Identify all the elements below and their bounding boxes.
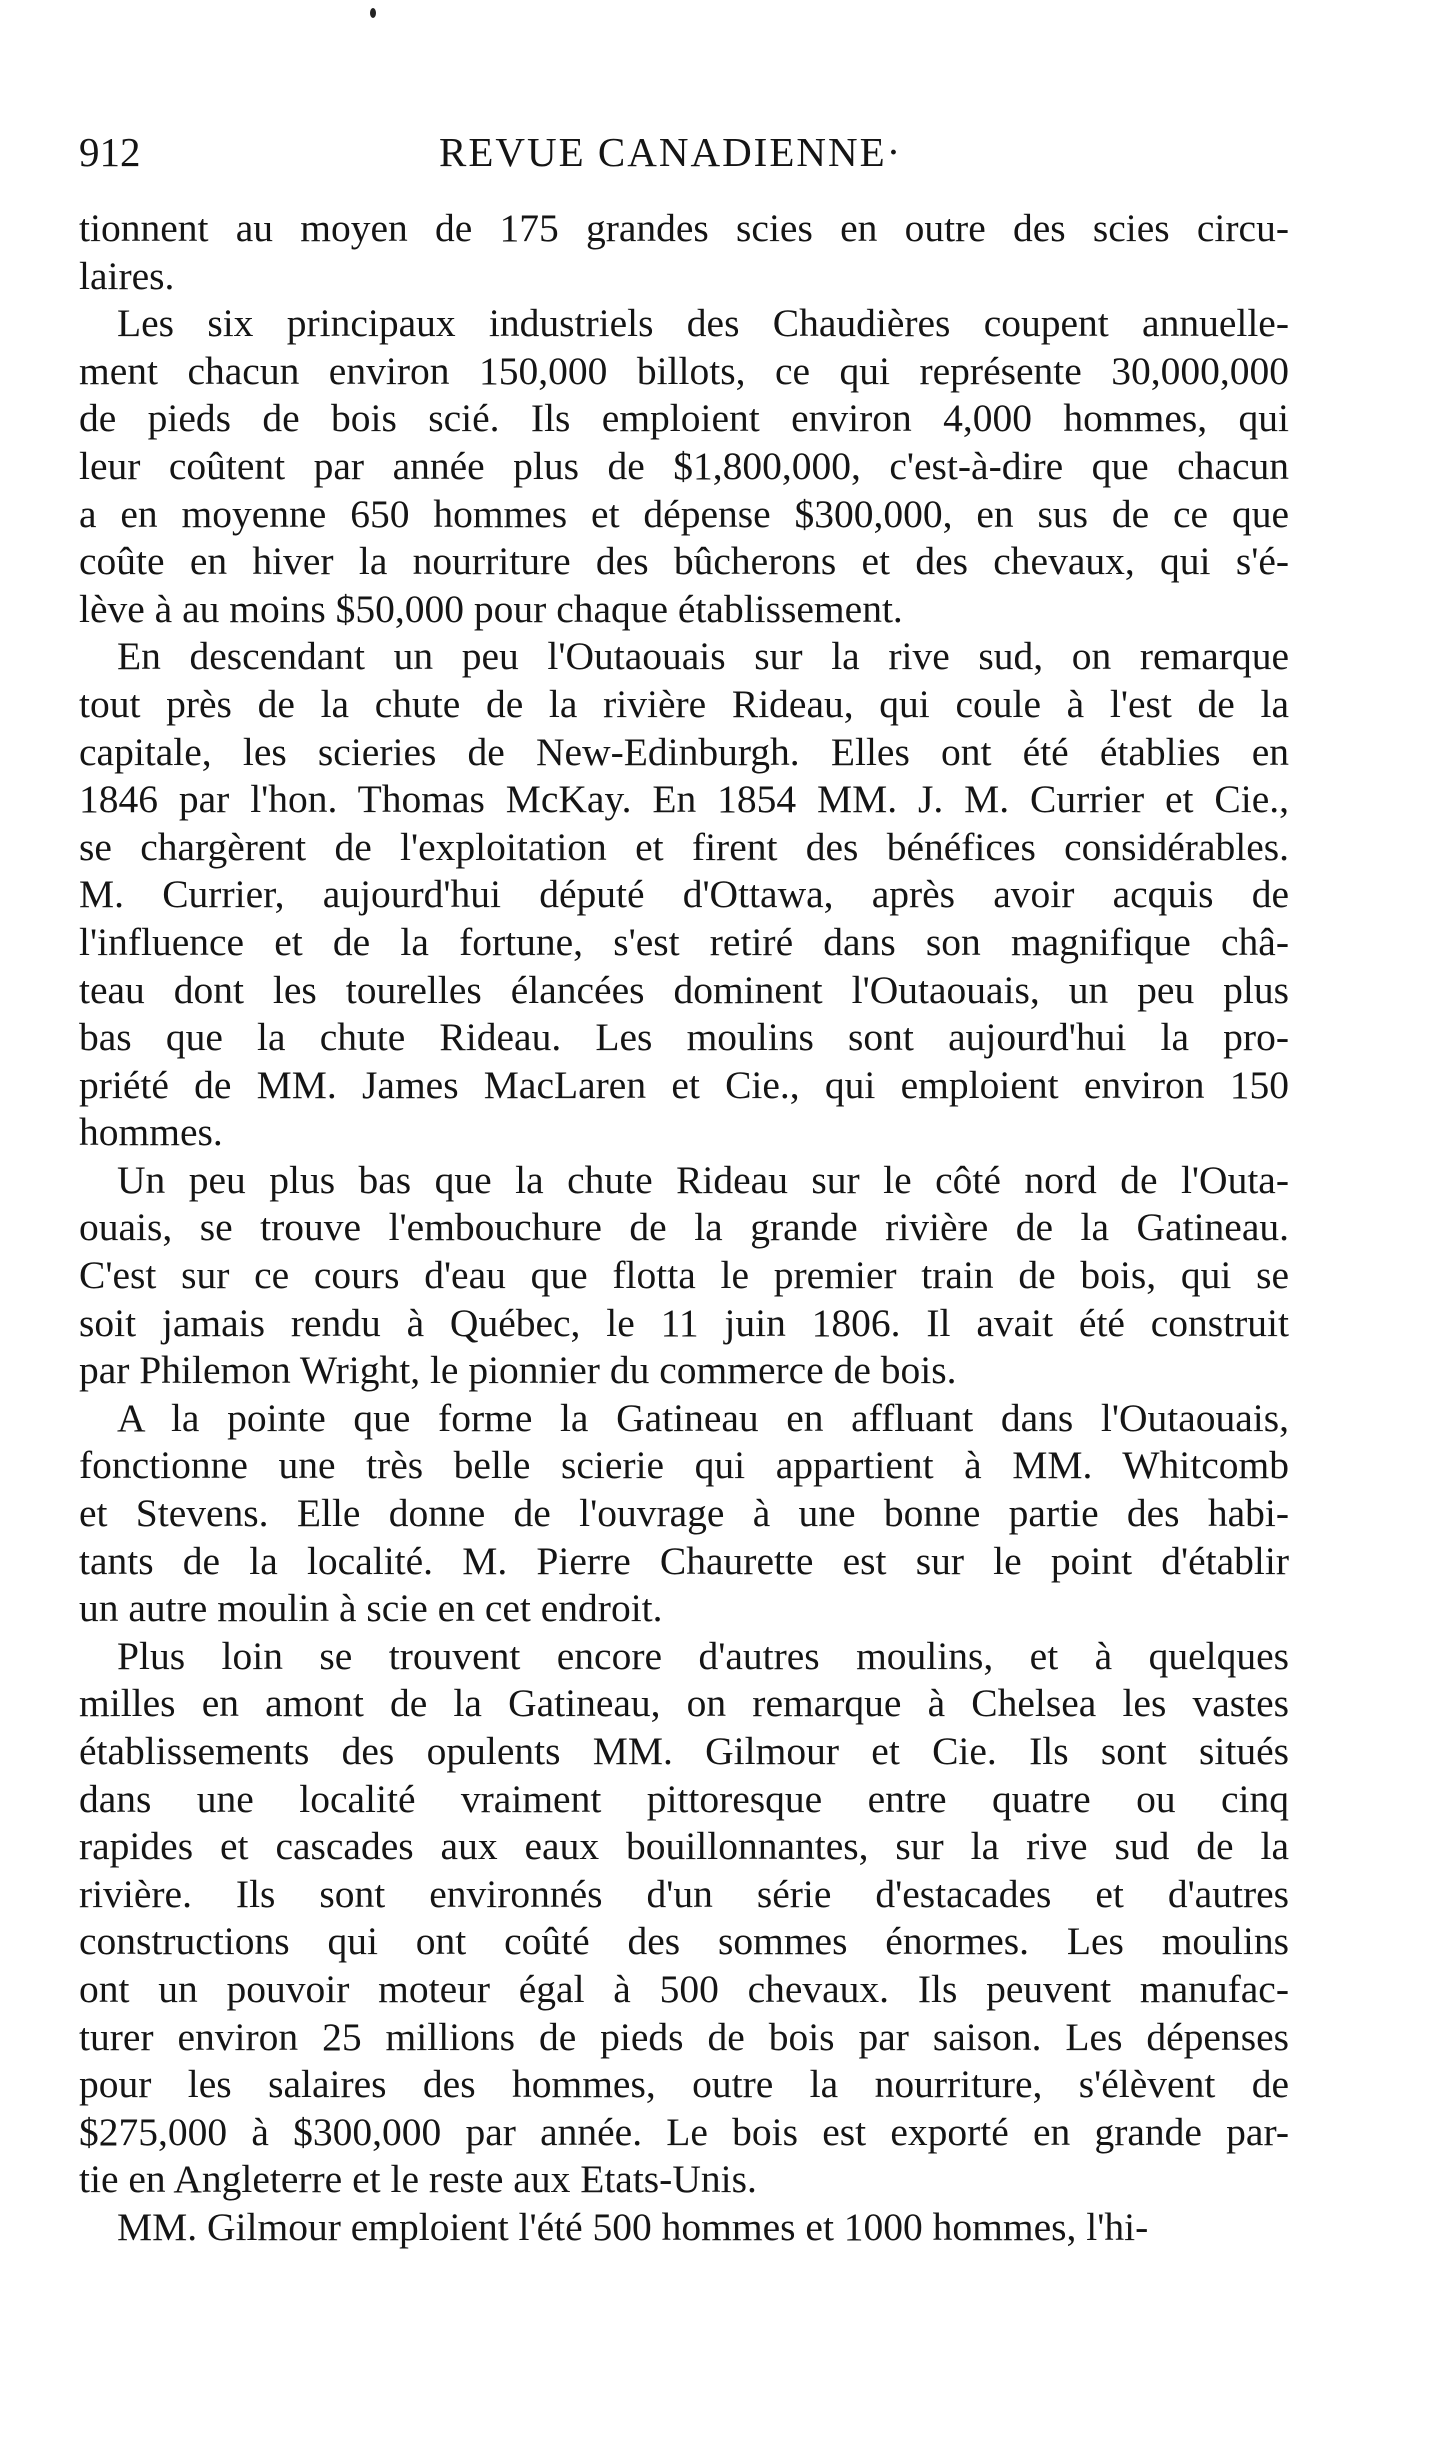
- text-line: MM. Gilmour emploient l'été 500 hommes et 1000 hommes, l'hi-: [117, 2204, 1149, 2249]
- text-line: M. Currier, aujourd'hui député d'Ottawa, après avoir acquis de: [79, 872, 1289, 917]
- text-line: ouais, se trouve l'embouchure de la grande rivière de la Gatineau.: [79, 1205, 1289, 1250]
- text-line: tout près de la chute de la rivière Rideau, qui coule à l'est de la: [79, 681, 1289, 726]
- text-line: lève à au moins $50,000 pour chaque établissement.: [79, 586, 903, 631]
- page-header: [79, 128, 1289, 188]
- text-line: l'influence et de la fortune, s'est retiré dans son magnifique châ-: [79, 919, 1289, 964]
- text-line: En descendant un peu l'Outaouais sur la rive sud, on remarque: [117, 634, 1289, 679]
- text-line: teau dont les tourelles élancées dominent l'Outaouais, un peu plus: [79, 967, 1289, 1012]
- text-line: tie en Angleterre et le reste aux Etats-Unis.: [79, 2157, 757, 2202]
- paragraph: [79, 205, 1289, 300]
- text-line: fonctionne une très belle scierie qui appartient à MM. Whitcomb: [79, 1443, 1289, 1488]
- paragraph: [79, 1395, 1289, 1633]
- text-line: pour les salaires des hommes, outre la nourriture, s'élèvent de: [79, 2062, 1289, 2107]
- text-line: turer environ 25 millions de pieds de bois par saison. Les dépenses: [79, 2014, 1289, 2059]
- text-line: établissements des opulents MM. Gilmour et Cie. Ils sont situés: [79, 1729, 1289, 1773]
- text-line: de pieds de bois scié. Ils emploient environ 4,000 hommes, qui: [79, 396, 1289, 441]
- text-line: et Stevens. Elle donne de l'ouvrage à une bonne partie des habi-: [79, 1491, 1289, 1536]
- text-line: tants de la localité. M. Pierre Chaurette est sur le point d'établir: [79, 1538, 1289, 1583]
- text-line: tionnent au moyen de 175 grandes scies en outre des scies circu-: [79, 206, 1289, 250]
- text-line: par Philemon Wright, le pionnier du commerce de bois.: [79, 1348, 957, 1393]
- paragraph: [79, 300, 1289, 633]
- text-line: Un peu plus bas que la chute Rideau sur le côté nord de l'Outa-: [117, 1157, 1289, 1202]
- text-line: coûte en hiver la nourriture des bûcherons et des chevaux, qui s'é-: [79, 539, 1289, 584]
- text-line: a en moyenne 650 hommes et dépense $300,000, en sus de ce que: [79, 491, 1289, 536]
- text-line: A la pointe que forme la Gatineau en affluant dans l'Outaouais,: [117, 1395, 1289, 1440]
- text-line: hommes.: [79, 1110, 223, 1155]
- text-line: capitale, les scieries de New-Edinburgh. Elles ont été établies en: [79, 729, 1289, 774]
- paragraph: [79, 1157, 1289, 1395]
- text-line: ment chacun environ 150,000 billots, ce qui représente 30,000,000: [79, 348, 1289, 393]
- text-line: bas que la chute Rideau. Les moulins sont aujourd'hui la pro-: [79, 1015, 1289, 1060]
- text-line: un autre moulin à scie en cet endroit.: [79, 1586, 663, 1631]
- text-line: laires.: [79, 253, 175, 298]
- text-line: priété de MM. James MacLaren et Cie., qui emploient environ 150: [79, 1062, 1289, 1107]
- ink-speck: [370, 8, 376, 18]
- text-line: leur coûtent par année plus de $1,800,000, c'est-à-dire que chacun: [79, 443, 1289, 488]
- text-line: $275,000 à $300,000 par année. Le bois est exporté en grande par-: [79, 2109, 1289, 2154]
- body-text: [79, 205, 1289, 2252]
- text-line: rivière. Ils sont environnés d'un série d'estacades et d'autres: [79, 1871, 1289, 1916]
- text-line: ont un pouvoir moteur égal à 500 chevaux. Ils peuvent manufac-: [79, 1966, 1289, 2011]
- paragraph: [79, 2204, 1289, 2252]
- text-line: rapides et cascades aux eaux bouillonnantes, sur la rive sud de la: [79, 1824, 1289, 1869]
- text-line: Plus loin se trouvent encore d'autres moulins, et à quelques: [117, 1633, 1289, 1678]
- text-line: 1846 par l'hon. Thomas McKay. En 1854 MM. J. M. Currier et Cie.,: [79, 777, 1289, 822]
- text-line: C'est sur ce cours d'eau que flotta le premier train de bois, qui se: [79, 1253, 1289, 1298]
- text-line: se chargèrent de l'exploitation et firent des bénéfices considérables.: [79, 824, 1289, 869]
- text-line: dans une localité vraiment pittoresque entre quatre ou cinq: [79, 1776, 1289, 1821]
- text-line: Les six principaux industriels des Chaudières coupent annuelle-: [117, 301, 1289, 346]
- text-line: milles en amont de la Gatineau, on remarque à Chelsea les vastes: [79, 1681, 1289, 1726]
- running-head: REVUE CANADIENNE·: [439, 129, 903, 175]
- page-number: 912: [79, 129, 141, 175]
- paragraph: [79, 633, 1289, 1157]
- text-line: constructions qui ont coûté des sommes énormes. Les moulins: [79, 1919, 1289, 1964]
- paragraph: [79, 1633, 1289, 2204]
- text-line: soit jamais rendu à Québec, le 11 juin 1806. Il avait été construit: [79, 1300, 1289, 1345]
